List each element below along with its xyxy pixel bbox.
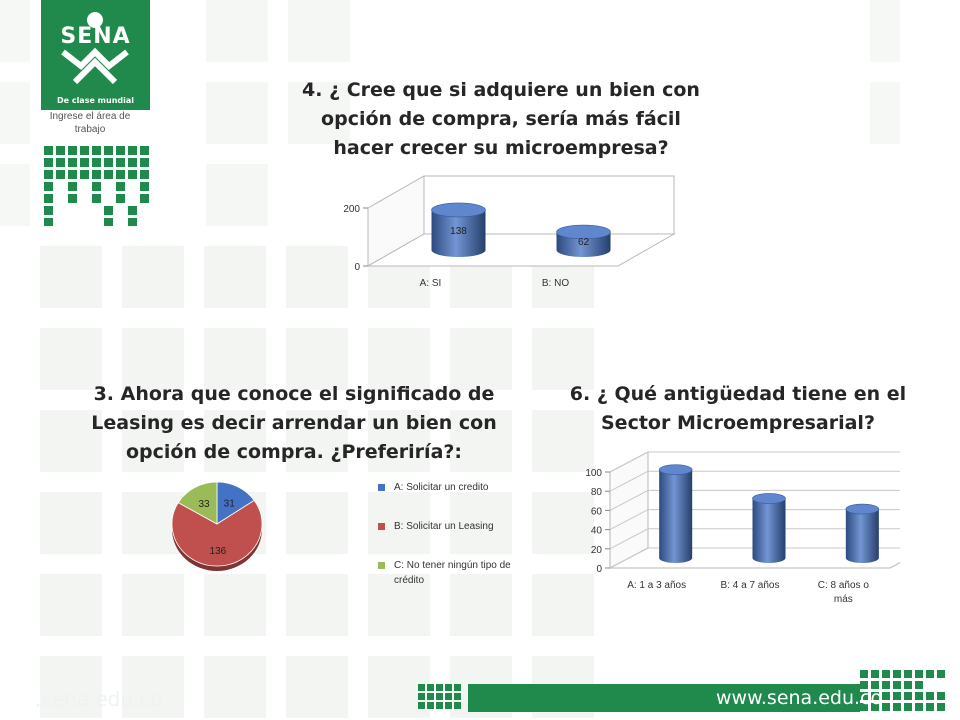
chart-3-title: 3. Ahora que conoce el significado de Leasing es decir arrendar un bien con opción de compra. ¿Preferiría?: <box>91 383 497 463</box>
chart-4-plot <box>310 168 680 298</box>
mosaic-cell <box>893 681 901 689</box>
mosaic-cell <box>904 692 912 700</box>
mosaic-cell <box>116 194 125 203</box>
y-tick-label: 200 <box>343 204 360 215</box>
pie-data-label: 136 <box>209 546 227 558</box>
bg-square <box>204 246 266 308</box>
mosaic-cell <box>140 170 149 179</box>
mosaic-cell <box>140 194 149 203</box>
bg-square <box>870 82 900 144</box>
mosaic-cell <box>926 670 934 678</box>
mosaic-cell <box>68 170 77 179</box>
mosaic-cell <box>418 684 425 691</box>
chart-3-legend <box>378 480 528 588</box>
bar-cylinder <box>846 509 879 563</box>
legend-item <box>378 558 528 588</box>
chart-6-title: 6. ¿ Qué antigüedad tiene en el Sector Microempresarial? <box>569 383 907 434</box>
mosaic-cell <box>893 670 901 678</box>
footer-url-faded: .sena.edu.co <box>35 687 163 711</box>
mosaic-cell <box>454 693 461 700</box>
pixel-mosaic <box>44 146 154 226</box>
bg-square <box>206 164 268 226</box>
legend-swatch-green <box>378 562 385 569</box>
mosaic-cell <box>445 684 452 691</box>
x-tick-label: más <box>833 594 853 605</box>
mosaic-cell <box>44 170 53 179</box>
bar-top <box>432 203 486 217</box>
bg-square <box>0 0 30 62</box>
mosaic-cell <box>68 146 77 155</box>
bg-square <box>206 82 268 144</box>
mosaic-cell <box>436 684 443 691</box>
y-tick-label: 100 <box>585 468 602 479</box>
mosaic-cell <box>140 158 149 167</box>
mosaic-cell <box>104 206 113 215</box>
mosaic-cell <box>140 146 149 155</box>
footer-mosaic-left <box>418 684 468 712</box>
mosaic-cell <box>915 670 923 678</box>
bg-square <box>40 574 102 636</box>
footer-url[interactable]: www.sena.edu.co <box>716 687 883 709</box>
y-tick-label: 80 <box>590 487 602 499</box>
bg-square <box>0 164 30 226</box>
logo-word: SENA <box>60 24 131 49</box>
mosaic-cell <box>44 218 53 226</box>
mosaic-cell <box>104 170 113 179</box>
mosaic-cell <box>445 693 452 700</box>
mosaic-cell <box>871 670 879 678</box>
bar-top <box>846 504 879 514</box>
mosaic-cell <box>80 158 89 167</box>
bar-top <box>753 493 786 503</box>
mosaic-cell <box>926 703 934 711</box>
mosaic-cell <box>68 182 77 191</box>
bg-square <box>0 82 30 144</box>
mosaic-cell <box>882 681 890 689</box>
mosaic-cell <box>56 146 65 155</box>
chart-3-pie <box>160 480 280 590</box>
y-tick-label: 0 <box>354 262 360 273</box>
y-tick-label: 0 <box>596 564 602 575</box>
bg-square <box>40 492 102 554</box>
bg-square <box>288 0 350 62</box>
mosaic-cell <box>116 170 125 179</box>
mosaic-cell <box>915 703 923 711</box>
mosaic-cell <box>68 158 77 167</box>
mosaic-cell <box>436 702 443 709</box>
mosaic-cell <box>427 693 434 700</box>
mosaic-cell <box>140 182 149 191</box>
mosaic-cell <box>915 692 923 700</box>
mosaic-cell <box>116 158 125 167</box>
mosaic-cell <box>454 702 461 709</box>
mosaic-cell <box>427 702 434 709</box>
mosaic-cell <box>937 703 945 711</box>
mosaic-cell <box>44 146 53 155</box>
x-tick-label: B: 4 a 7 años <box>720 580 780 591</box>
mosaic-cell <box>904 681 912 689</box>
logo-tagline: De clase mundial <box>56 96 135 105</box>
mosaic-cell <box>92 158 101 167</box>
legend-item <box>378 480 528 495</box>
x-tick-label: C: 8 años o <box>817 580 869 591</box>
legend-label: B: Solicitar un Leasing <box>394 521 494 532</box>
mosaic-cell <box>104 218 113 226</box>
mosaic-cell <box>128 146 137 155</box>
pie-data-label: 33 <box>198 498 210 510</box>
legend-swatch-blue <box>378 484 385 491</box>
bg-square <box>206 0 268 62</box>
mosaic-cell <box>904 703 912 711</box>
area-note: Ingrese el área de trabajo <box>49 111 131 135</box>
x-tick-label: A: SI <box>419 278 442 289</box>
legend-item <box>378 519 528 534</box>
mosaic-cell <box>44 194 53 203</box>
mosaic-cell <box>116 146 125 155</box>
bg-square <box>286 492 348 554</box>
mosaic-cell <box>882 703 890 711</box>
bg-square <box>204 656 266 718</box>
mosaic-cell <box>80 146 89 155</box>
mosaic-cell <box>128 170 137 179</box>
mosaic-cell <box>915 681 923 689</box>
sena-emblem-icon <box>41 0 150 110</box>
chart-6-plot <box>570 450 900 620</box>
mosaic-cell <box>926 692 934 700</box>
mosaic-cell <box>44 158 53 167</box>
mosaic-cell <box>937 670 945 678</box>
mosaic-cell <box>427 684 434 691</box>
mosaic-cell <box>893 703 901 711</box>
bar-top <box>659 465 692 475</box>
y-tick-label: 40 <box>590 525 602 537</box>
mosaic-cell <box>80 170 89 179</box>
bg-square <box>40 246 102 308</box>
mosaic-cell <box>56 170 65 179</box>
mosaic-cell <box>454 684 461 691</box>
mosaic-cell <box>44 182 53 191</box>
bar-cylinder <box>659 470 692 563</box>
mosaic-cell <box>68 194 77 203</box>
mosaic-cell <box>882 670 890 678</box>
mosaic-cell <box>893 692 901 700</box>
mosaic-cell <box>128 218 137 226</box>
mosaic-cell <box>418 702 425 709</box>
mosaic-cell <box>128 158 137 167</box>
mosaic-cell <box>418 693 425 700</box>
mosaic-cell <box>937 692 945 700</box>
mosaic-cell <box>904 670 912 678</box>
data-label: 62 <box>577 237 590 249</box>
mosaic-cell <box>445 702 452 709</box>
y-tick-label: 20 <box>590 544 602 556</box>
mosaic-cell <box>92 194 101 203</box>
legend-label: A: Solicitar un credito <box>394 482 489 493</box>
mosaic-cell <box>860 670 868 678</box>
bg-square <box>286 574 348 636</box>
mosaic-cell <box>92 146 101 155</box>
legend-label: C: No tener ningún tipo de crédito <box>394 560 511 586</box>
legend-swatch-red <box>378 523 385 530</box>
x-tick-label: B: NO <box>541 278 570 289</box>
mosaic-cell <box>104 146 113 155</box>
bg-square <box>122 246 184 308</box>
pie-data-label: 31 <box>223 498 235 510</box>
chart-4-title: 4. ¿ Cree que si adquiere un bien con opción de compra, sería más fácil hacer crecer su microempresa? <box>302 79 700 159</box>
mosaic-cell <box>44 206 53 215</box>
bg-square <box>286 656 348 718</box>
mosaic-cell <box>92 170 101 179</box>
data-label: 138 <box>450 225 467 237</box>
bg-square <box>870 0 900 62</box>
mosaic-cell <box>92 182 101 191</box>
mosaic-cell <box>104 158 113 167</box>
bar-cylinder <box>753 498 786 563</box>
y-tick-label: 60 <box>590 506 602 518</box>
mosaic-cell <box>56 158 65 167</box>
mosaic-cell <box>128 206 137 215</box>
sena-logo <box>41 0 150 110</box>
mosaic-cell <box>882 692 890 700</box>
x-tick-label: A: 1 a 3 años <box>627 580 687 591</box>
mosaic-cell <box>436 693 443 700</box>
mosaic-cell <box>116 182 125 191</box>
